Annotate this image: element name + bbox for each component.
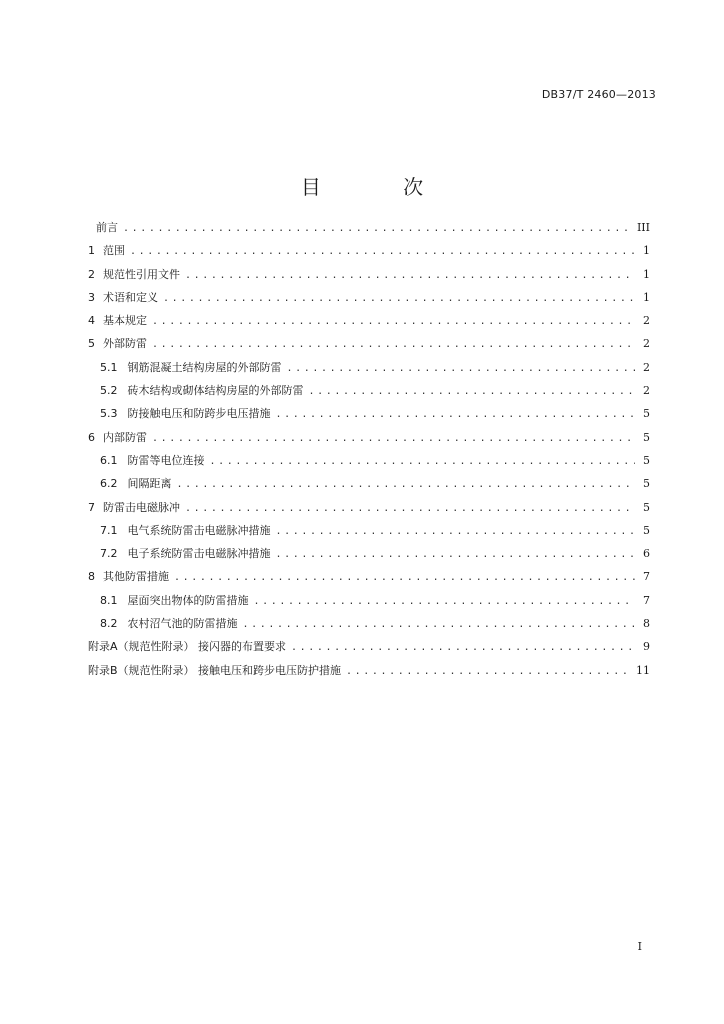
toc-leader-dots — [309, 380, 636, 403]
toc-entry-number: 6.2 — [100, 477, 118, 491]
toc-entry-label: 防雷击电磁脉冲 — [103, 500, 180, 514]
toc-entry-page: 7 — [643, 570, 650, 584]
toc-subentry[interactable] — [88, 519, 650, 542]
toc-entry-page: 5 — [643, 453, 650, 467]
toc-entry-page: 1 — [643, 290, 650, 304]
toc-entry-number: 5.2 — [100, 384, 118, 398]
toc-entry[interactable] — [88, 216, 650, 239]
toc-entry-label: 内部防雷 — [103, 430, 147, 444]
toc-leader-dots — [291, 636, 635, 659]
toc-subentry[interactable] — [88, 356, 650, 379]
toc-entry-label: 农村沼气池的防雷措施 — [127, 617, 238, 631]
toc-entry-number: 7.1 — [100, 523, 118, 537]
toc-entry-page: 5 — [643, 477, 650, 491]
toc-entry-number: 6 — [88, 430, 95, 444]
toc-entry-appendix-a[interactable] — [88, 635, 650, 658]
toc-entry[interactable] — [88, 309, 650, 332]
toc-leader-dots — [346, 660, 631, 683]
toc-entry[interactable] — [88, 332, 650, 355]
toc-leader-dots — [210, 450, 636, 473]
toc-leader-dots — [177, 473, 636, 496]
toc-entry-page: 1 — [643, 267, 650, 281]
toc-subentry[interactable] — [88, 542, 650, 565]
toc-entry[interactable] — [88, 496, 650, 519]
toc-entry[interactable] — [88, 565, 650, 588]
toc-entry-label: 附录A（规范性附录） 接闪器的布置要求 — [88, 640, 287, 654]
toc-leader-dots — [287, 357, 636, 380]
toc-entry-page: 5 — [643, 407, 650, 421]
toc-entry-label: 钢筋混凝土结构房屋的外部防雷 — [127, 360, 282, 374]
toc-entry-number: 5.1 — [100, 360, 118, 374]
toc-entry-number: 8.2 — [100, 617, 118, 631]
toc-entry-number: 2 — [88, 267, 95, 281]
table-of-contents — [88, 216, 650, 682]
toc-entry-page: 5 — [643, 430, 650, 444]
toc-leader-dots — [152, 427, 635, 450]
toc-entry-label: 外部防雷 — [103, 337, 147, 351]
toc-entry-page: 9 — [643, 640, 650, 654]
toc-entry-page: 2 — [643, 314, 650, 328]
toc-entry-page: 5 — [643, 500, 650, 514]
toc-entry-label: 防接触电压和防跨步电压措施 — [127, 407, 271, 421]
toc-entry-label: 术语和定义 — [103, 290, 158, 304]
toc-entry-label: 屋面突出物体的防雷措施 — [127, 593, 249, 607]
toc-entry-label: 其他防雷措施 — [103, 570, 169, 584]
toc-subentry[interactable] — [88, 589, 650, 612]
page-number: I — [637, 940, 642, 953]
toc-entry-label: 电气系统防雷击电磁脉冲措施 — [127, 523, 271, 537]
toc-leader-dots — [276, 403, 636, 426]
toc-entry-label: 范围 — [103, 244, 125, 258]
toc-entry[interactable] — [88, 286, 650, 309]
toc-entry-page: 1 — [643, 244, 650, 258]
toc-entry[interactable] — [88, 426, 650, 449]
toc-entry-page: 2 — [643, 360, 650, 374]
toc-entry-appendix-b[interactable] — [88, 659, 650, 682]
toc-entry-number: 3 — [88, 290, 95, 304]
toc-entry-page: 11 — [636, 663, 650, 677]
toc-entry-label: 前言 — [96, 221, 118, 234]
toc-subentry[interactable] — [88, 472, 650, 495]
toc-entry-number: 7 — [88, 500, 95, 514]
toc-entry-page: III — [636, 221, 650, 234]
toc-leader-dots — [130, 240, 635, 263]
toc-leader-dots — [163, 287, 635, 310]
toc-entry-page: 8 — [643, 617, 650, 631]
toc-leader-dots — [254, 590, 636, 613]
toc-leader-dots — [185, 264, 635, 287]
toc-subentry[interactable] — [88, 379, 650, 402]
standard-code: DB37/T 2460—2013 — [541, 88, 656, 101]
toc-subentry[interactable] — [88, 612, 650, 635]
toc-entry-number: 7.2 — [100, 547, 118, 561]
toc-subentry[interactable] — [88, 449, 650, 472]
toc-leader-dots — [152, 333, 635, 356]
toc-entry-page: 6 — [643, 547, 650, 561]
toc-entry-label: 间隔距离 — [127, 477, 172, 491]
toc-leader-dots — [276, 520, 636, 543]
toc-leader-dots — [152, 310, 635, 333]
toc-entry-number: 1 — [88, 244, 95, 258]
toc-entry-page: 2 — [643, 337, 650, 351]
toc-entry-number: 8 — [88, 570, 95, 584]
toc-leader-dots — [243, 613, 636, 636]
toc-leader-dots — [123, 217, 632, 240]
toc-subentry[interactable] — [88, 402, 650, 425]
toc-entry-page: 5 — [643, 523, 650, 537]
toc-entry[interactable] — [88, 239, 650, 262]
toc-leader-dots — [276, 543, 636, 566]
toc-entry-number: 6.1 — [100, 453, 118, 467]
toc-entry-page: 7 — [643, 593, 650, 607]
toc-entry-label: 防雷等电位连接 — [127, 453, 205, 467]
toc-entry-number: 5 — [88, 337, 95, 351]
toc-leader-dots — [174, 566, 635, 589]
page-title: 目 次 — [300, 175, 462, 200]
toc-entry-number: 5.3 — [100, 407, 118, 421]
toc-entry-label: 电子系统防雷击电磁脉冲措施 — [127, 547, 271, 561]
toc-entry-number: 8.1 — [100, 593, 118, 607]
toc-entry-page: 2 — [643, 384, 650, 398]
toc-entry-label: 规范性引用文件 — [103, 267, 180, 281]
toc-entry-label: 砖木结构或砌体结构房屋的外部防雷 — [127, 384, 304, 398]
toc-entry-label: 基本规定 — [103, 314, 147, 328]
toc-entry-number: 4 — [88, 314, 95, 328]
toc-leader-dots — [185, 497, 635, 520]
toc-entry[interactable] — [88, 263, 650, 286]
toc-entry-label: 附录B（规范性附录） 接触电压和跨步电压防护措施 — [88, 663, 342, 677]
